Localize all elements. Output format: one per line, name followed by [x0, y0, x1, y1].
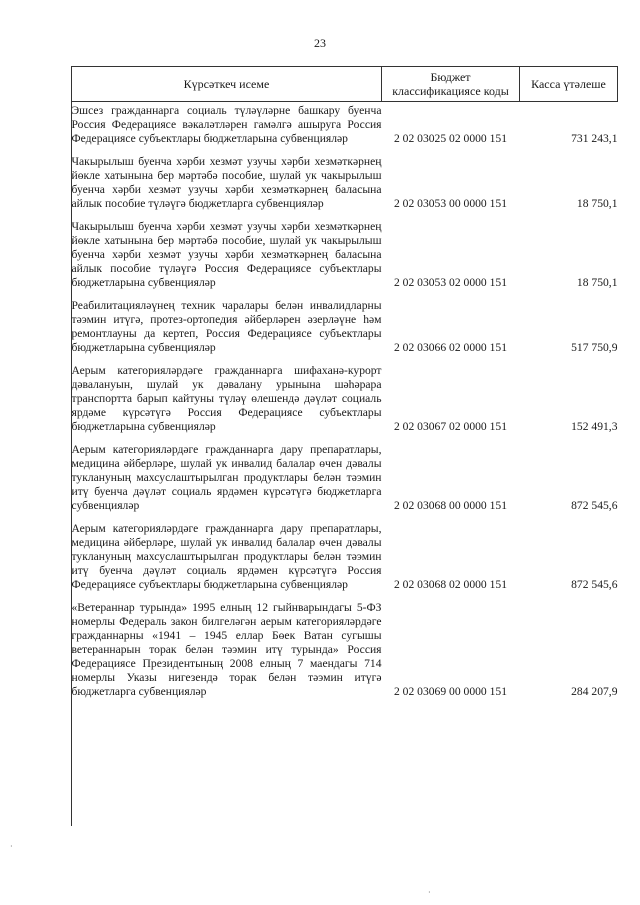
indicator-name: «Ветераннар турында» 1995 елның 12 гыйнварындагы 5-ФЗ номерлы Федераль закон билгеләгән аерым категорияләрдәге гражданнарны «1941 – 1945 еллар Бөек Ватан сугышы ветераннарын торак белән тәэмин итү турында» Россия Федерациясе Президентының 2008 елның 7 маендагы 714 номерлы Указы нигезендә торак белән тәэмин итүгә бюджетларга субвенцияләр [71, 601, 382, 698]
indicator-name: Чакырылыш буенча хәрби хезмәт узучы хәрби хезмәткәрнең йөкле хатынына бер мәртәбә пособие, шулай ук чакырылыш буенча хәрби хезмәт узучы хәрби хезмәткәрнең баласына айлык пособие түләүгә Россия Федерациясе субъектлары бюджетларына субвенцияләр [71, 220, 382, 289]
scan-speck: · [10, 842, 13, 851]
budget-code: 2 02 03068 00 0000 151 [393, 499, 508, 512]
budget-code: 2 02 03053 00 0000 151 [393, 197, 508, 210]
table-header-row [72, 67, 618, 102]
budget-table [71, 66, 618, 699]
budget-code: 2 02 03025 02 0000 151 [393, 132, 508, 145]
cash-amount: 284 207,9 [571, 685, 618, 698]
table-row [72, 290, 618, 355]
page-number: 23 [314, 36, 326, 50]
indicator-name: Эшсез гражданнарга социаль түләүләрне башкару буенча Россия Федерациясе вәкаләтләрен гамәлгә ашыруга Россия Федерациясе субъектлары бюджетларына субвенцияләр [71, 104, 382, 145]
budget-code: 2 02 03067 02 0000 151 [393, 420, 508, 433]
cash-amount: 872 545,6 [571, 499, 618, 512]
indicator-name: Аерым категорияләрдәге гражданнарга дару препаратлары, медицина әйберләре, шулай ук инвалид балалар өчен дәвалы туклануның махсуслаштырылган продуктлары белән тәэмин итү буенча дәүләт социаль ярдәмен күрсәтүгә бюджетларга субвенцияләр [71, 443, 382, 512]
indicator-name: Чакырылыш буенча хәрби хезмәт узучы хәрби хезмәткәрнең йөкле хатынына бер мәртәбә пособие, шулай ук чакырылыш буенча хәрби хезмәт узучы хәрби хезмәткәрнең баласына айлык пособие түләүгә бюджетларга субвенцияләр [71, 155, 382, 210]
header-cash-execution: Касса үтәлеше [520, 67, 618, 102]
table-row [72, 434, 618, 513]
table-row [72, 355, 618, 434]
indicator-name: Аерым категорияләрдәге гражданнарга дару препаратлары, медицина әйберләре, шулай ук инвалид балалар өчен дәвалы туклануның махсуслаштырылган продуктлары белән тәэмин итү буенча дәүләт социаль ярдәмен күрсәтүгә Россия Федерациясе субъектлары бюджетларына субвенцияләр [71, 522, 382, 591]
cash-amount: 18 750,1 [576, 197, 618, 210]
budget-code: 2 02 03053 02 0000 151 [393, 276, 508, 289]
cash-amount: 731 243,1 [571, 132, 618, 145]
table-row [72, 102, 618, 147]
budget-code: 2 02 03069 00 0000 151 [393, 685, 508, 698]
cash-amount: 152 491,3 [571, 420, 618, 433]
indicator-name: Аерым категорияләрдәге гражданнарга шифаханә-курорт дәвалануын, шулай ук дәвалану урынына шәһәрара транспортта барып кайтуны түләү өлешендә дәүләт социаль ярдәме күрсәтүгә Россия Федерациясе субъектлары бюджетларына субвенцияләр [71, 364, 382, 433]
header-indicator-name: Күрсәткеч исеме [72, 67, 382, 102]
table-row [72, 513, 618, 592]
table-row [72, 592, 618, 699]
cash-amount: 872 545,6 [571, 578, 618, 591]
header-budget-code: Бюджет классификациясе коды [382, 67, 520, 102]
table-row [72, 211, 618, 290]
indicator-name: Реабилитацияләүнең техник чаралары белән инвалидларны тәэмин итүгә, протез-ортопедия әйберләрен әзерләүне һәм ремонтлауны да кертеп, Россия Федерациясе субъектлары бюджетларына субвенцияләр [71, 299, 382, 354]
budget-code: 2 02 03068 02 0000 151 [393, 578, 508, 591]
cash-amount: 18 750,1 [576, 276, 618, 289]
cash-amount: 517 750,9 [571, 341, 618, 354]
table-row [72, 146, 618, 211]
scan-speck: · [428, 888, 431, 897]
budget-code: 2 02 03066 02 0000 151 [393, 341, 508, 354]
